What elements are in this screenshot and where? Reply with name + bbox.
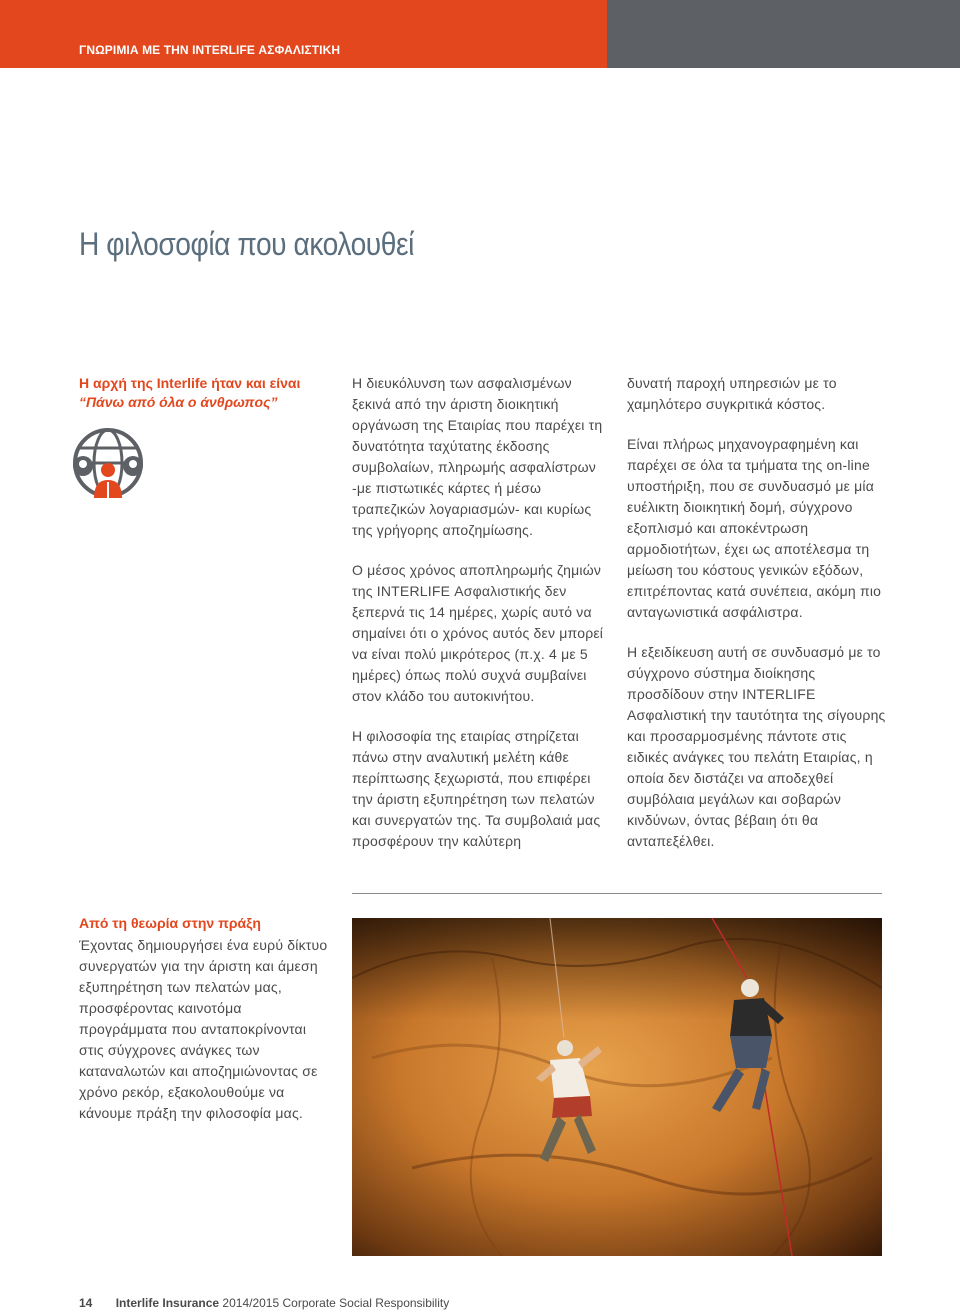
banner-grey-section	[607, 0, 960, 68]
paragraph: δυνατή παροχή υπηρεσιών με το χαμηλότερο συγκριτικά κόστος.	[627, 375, 837, 412]
lead-quote	[79, 374, 329, 412]
lead-quote-line1: Η αρχή της Interlife ήταν και είναι	[79, 375, 301, 391]
paragraph: Η φιλοσοφία της εταιρίας στηρίζεται πάνω στην αναλυτική μελέτη κάθε περίπτωσης ξεχωριστά, που επιφέρει την άριστη εξυπηρέτηση των πελατών και συνεργατών της. Τα συμβολαιά μας προσφέρουν την καλύτερη	[352, 728, 601, 849]
paragraph: Η διευκόλυνση των ασφαλισμένων ξεκινά από την άριστη διοικητική οργάνωση της Εταιρίας που παρέχει τη δυνατότητα ταχύτατης έκδοσης συμβολαίων, πληρωμής ασφαλίστρων -με πιστωτικές κάρτες ή μέσω τραπεζικών λογαριασμών- και κυρίως της γρήγορης αποζημίωσης.	[352, 375, 603, 538]
sidebar-heading: Από τη θεωρία στην πράξη	[79, 915, 261, 931]
paragraph: Η εξειδίκευση αυτή σε συνδυασμό με το σύγχρονο σύστημα διοίκησης προσδίδουν στην INTERLIFE Ασφαλιστική την ταυτότητα της σίγουρης και προσαρμοσμένης πάντοτε στις ειδικές ανάγκες του πελάτη Εταιρίας, η οποία δεν διστάζει να αποδεχθεί συμβόλαια μεγάλων και σοβαρών κινδύνων, όντας βέβαιη ότι θα ανταπεξέλθει.	[627, 644, 886, 849]
lead-quote-line2: “Πάνω από όλα ο άνθρωπος”	[79, 394, 278, 410]
paragraph: Ο μέσος χρόνος αποπληρωμής ζημιών της INTERLIFE Ασφαλιστικής δεν ξεπερνά τις 14 ημέρες, χωρίς αυτό να σημαίνει ότι ο χρόνος αυτός δεν μπορεί να είναι πολύ μικρότερος (π.χ. 4 με 5 ημέρες) όπως πολύ συχνά συμβαίνει στον κλάδο του αυτοκινήτου.	[352, 562, 604, 704]
body-column-right	[627, 373, 887, 871]
section-divider	[352, 893, 882, 894]
page-footer	[79, 1296, 449, 1310]
body-column-left	[352, 373, 612, 871]
sidebar-text: Έχοντας δημιουργήσει ένα ευρύ δίκτυο συνεργατών για την άριστη και άμεση εξυπηρέτηση των πελατών μας, προσφέροντας καινοτόμα προγράμματα που ανταποκρίνονται στις σύγχρονες ανάγκες των καταναλωτών και αποζημιώνοντας σε χρόνο ρεκόρ, εξακολουθούμε να κάνουμε πράξη την φιλοσοφία μας.	[79, 937, 328, 1121]
top-banner	[0, 0, 960, 68]
photo-illustration	[352, 918, 882, 1256]
banner-orange-section	[0, 0, 607, 68]
section-header-label: ΓΝΩΡΙΜΙΑ ΜΕ ΤΗΝ INTERLIFE ΑΣΦΑΛΙΣΤΙΚΗ	[79, 43, 341, 57]
footer-report-title: 2014/2015 Corporate Social Responsibility	[222, 1296, 450, 1310]
rock-climbers-photo	[352, 918, 882, 1256]
footer-brand: Interlife Insurance	[115, 1296, 220, 1310]
paragraph: Είναι πλήρως μηχανογραφημένη και παρέχει σε όλα τα τμήματα της on-line υποστήριξη, που σε συνδυασμό με μία ευέλικτη διοικητική δομή, σύγχρονο εξοπλισμό και αποκέντρωση αρμοδιοτήτων, έχει ως αποτέλεσμα τη μείωση του κόστους γενικών εξόδων, επιτρέποντας κατά συνέπεια, ακόμη πιο ανταγωνιστικά ασφάλιστρα.	[627, 436, 882, 620]
page-number: 14	[79, 1296, 93, 1310]
people-network-icon	[71, 426, 145, 500]
page-title: Η φιλοσοφία που ακολουθεί	[79, 226, 414, 262]
